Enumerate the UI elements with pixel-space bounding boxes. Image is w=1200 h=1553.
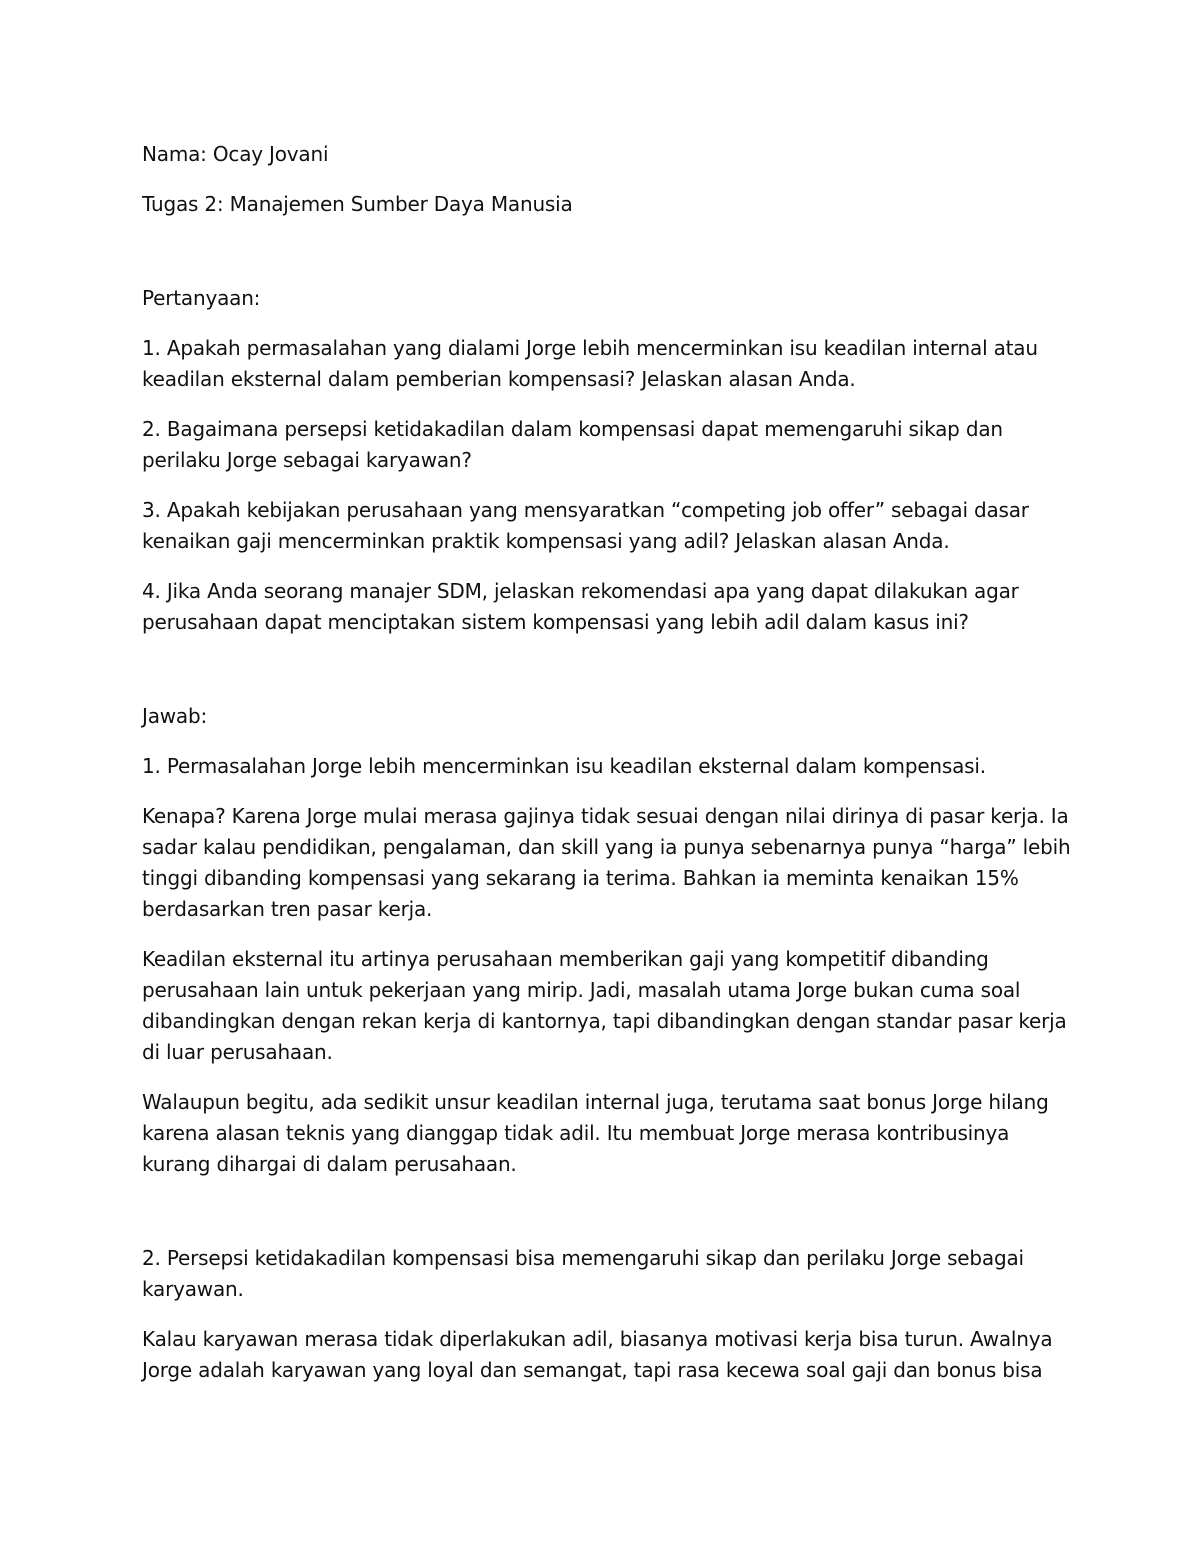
question-4: 4. Jika Anda seorang manajer SDM, jelaskan rekomendasi apa yang dapat dilakukan agar perusahaan dapat menciptakan sistem kompensasi yang lebih adil dalam kasus ini? xyxy=(142,579,1019,634)
answer-1-paragraph: Walaupun begitu, ada sedikit unsur keadilan internal juga, terutama saat bonus Jorge hilang karena alasan teknis yang dianggap tidak adil. Itu membuat Jorge merasa kontribusinya kurang dihargai di dalam perusahaan. xyxy=(142,1090,1049,1176)
question-3: 3. Apakah kebijakan perusahaan yang mensyaratkan “competing job offer” sebagai dasar kenaikan gaji mencerminkan praktik kompensasi yang adil? Jelaskan alasan Anda. xyxy=(142,498,1029,553)
answer-2-paragraph: Kalau karyawan merasa tidak diperlakukan adil, biasanya motivasi kerja bisa turun. Awalnya Jorge adalah karyawan yang loyal dan semangat, tapi rasa kecewa soal gaji dan bonus bisa xyxy=(142,1327,1053,1382)
question-2: 2. Bagaimana persepsi ketidakadilan dalam kompensasi dapat memengaruhi sikap dan perilaku Jorge sebagai karyawan? xyxy=(142,417,1003,472)
spacer xyxy=(142,657,1072,701)
answer-1-summary: 1. Permasalahan Jorge lebih mencerminkan isu keadilan eksternal dalam kompensasi. xyxy=(142,754,986,778)
document-body xyxy=(142,139,1072,1405)
student-name: Nama: Ocay Jovani xyxy=(142,142,329,166)
answer-1-paragraph: Keadilan eksternal itu artinya perusahaan memberikan gaji yang kompetitif dibanding perusahaan lain untuk pekerjaan yang mirip. Jadi, masalah utama Jorge bukan cuma soal dibandingkan dengan rekan kerja di kantornya, tapi dibandingkan dengan standar pasar kerja di luar perusahaan. xyxy=(142,947,1067,1064)
spacer xyxy=(142,239,1072,283)
answer-2-summary: 2. Persepsi ketidakadilan kompensasi bisa memengaruhi sikap dan perilaku Jorge sebagai karyawan. xyxy=(142,1246,1024,1301)
assignment-title: Tugas 2: Manajemen Sumber Daya Manusia xyxy=(142,192,573,216)
question-1: 1. Apakah permasalahan yang dialami Jorge lebih mencerminkan isu keadilan internal atau keadilan eksternal dalam pemberian kompensasi? Jelaskan alasan Anda. xyxy=(142,336,1038,391)
questions-heading: Pertanyaan: xyxy=(142,286,261,310)
answer-1-paragraph: Kenapa? Karena Jorge mulai merasa gajinya tidak sesuai dengan nilai dirinya di pasar kerja. Ia sadar kalau pendidikan, pengalaman, dan skill yang ia punya sebenarnya punya “harga” lebih tinggi dibanding kompensasi yang sekarang ia terima. Bahkan ia meminta kenaikan 15% berdasarkan tren pasar kerja. xyxy=(142,804,1071,921)
spacer xyxy=(142,1199,1072,1243)
answers-heading: Jawab: xyxy=(142,704,208,728)
